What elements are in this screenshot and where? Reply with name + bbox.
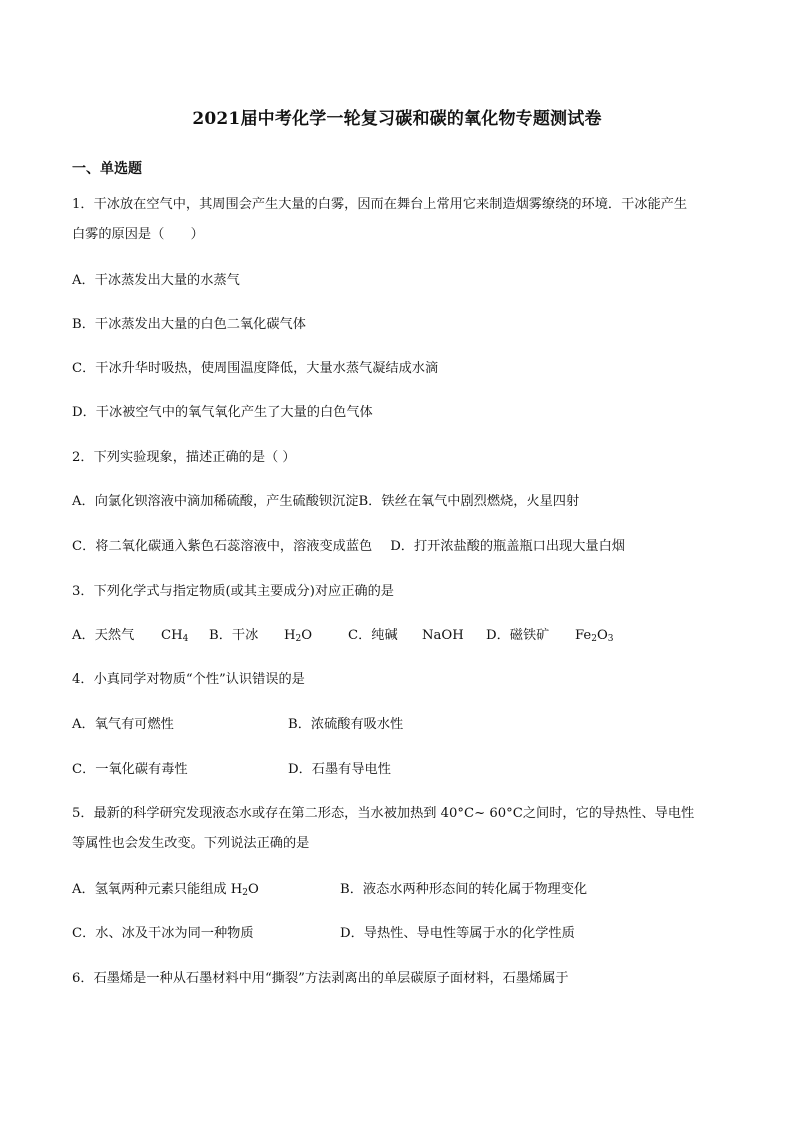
q5-stem-line2: 等属性也会发生改变。下列说法正确的是	[72, 836, 310, 851]
section-heading: 一、单选题	[72, 161, 142, 177]
q4-stem: 4．小真同学对物质“个性”认识错误的是	[72, 672, 305, 687]
q2-stem: 2．下列实验现象，描述正确的是（ ）	[72, 450, 296, 465]
q3-option-b-formula: $H_2O$	[284, 628, 313, 644]
q2-options-row1	[72, 493, 579, 511]
q5-options-row1	[72, 881, 722, 901]
q2-option-d: D．打开浓盐酸的瓶盖瓶口出现大量白烟	[390, 539, 625, 554]
q2-option-b: B．铁丝在氧气中剧烈燃烧，火星四射	[358, 494, 580, 509]
q5-option-a: A．氢氧两种元素只能组成 $H_2O$	[72, 882, 259, 898]
q4-option-b: B．浓硫酸有吸水性	[288, 717, 404, 732]
q1-option-d: D．干冰被空气中的氧气氧化产生了大量的白色气体	[72, 405, 373, 420]
q1-option-c: C．干冰升华时吸热，使周围温度降低，大量水蒸气凝结成水滴	[72, 361, 439, 376]
q3-option-b-label: B．干冰	[209, 628, 259, 643]
q4-option-a: A．氧气有可燃性	[72, 717, 174, 732]
q2-option-c: C．将二氧化碳通入紫色石蕊溶液中，溶液变成蓝色	[72, 539, 373, 554]
q3-option-a-label: A．天然气	[72, 628, 135, 643]
q3-option-c-label: C．纯碱	[348, 628, 398, 643]
q1-stem-line2: 白雾的原因是（ ）	[72, 227, 204, 242]
q3-stem: 3．下列化学式与指定物质(或其主要成分)对应正确的是	[72, 584, 394, 599]
q3-option-d-label: D．磁铁矿	[486, 628, 550, 643]
q4-options-row1	[72, 716, 722, 736]
q3-option-a-formula: $CH_4$	[161, 628, 189, 644]
q5-options-row2	[72, 925, 722, 945]
exam-title: 2021届中考化学一轮复习碳和碳的氧化物专题测试卷	[192, 109, 602, 129]
q5-option-b: B．液态水两种形态间的转化属于物理变化	[340, 882, 588, 897]
q6-stem: 6．石墨烯是一种从石墨材料中用“撕裂”方法剥离出的单层碳原子面材料，石墨烯属于	[72, 971, 569, 986]
q3-option-d-formula: $Fe_2O_3$	[575, 628, 614, 644]
q3-options-row	[72, 627, 722, 647]
q1-option-a: A．干冰蒸发出大量的水蒸气	[72, 273, 240, 288]
q3-option-c-formula: NaOH	[422, 628, 464, 643]
q2-option-a: A．向氯化钡溶液中滴加稀硫酸，产生硫酸钡沉淀	[72, 494, 359, 509]
q1-option-b: B．干冰蒸发出大量的白色二氧化碳气体	[72, 317, 306, 332]
q4-option-c: C．一氧化碳有毒性	[72, 762, 188, 777]
q2-options-row2	[72, 538, 625, 556]
q4-options-row2	[72, 761, 722, 781]
q5-option-d: D．导热性、导电性等属于水的化学性质	[340, 926, 575, 941]
q5-option-c: C．水、冰及干冰为同一种物质	[72, 926, 254, 941]
q1-stem-line1: 1．干冰放在空气中，其周围会产生大量的白雾，因而在舞台上常用它来制造烟雾缭绕的环境．干冰能产生	[72, 197, 688, 212]
q4-option-d: D．石墨有导电性	[288, 762, 391, 777]
q5-stem-line1: 5．最新的科学研究发现液态水或存在第二形态，当水被加热到 40°C~ 60°C之间时，它的导热性、导电性	[72, 806, 695, 821]
